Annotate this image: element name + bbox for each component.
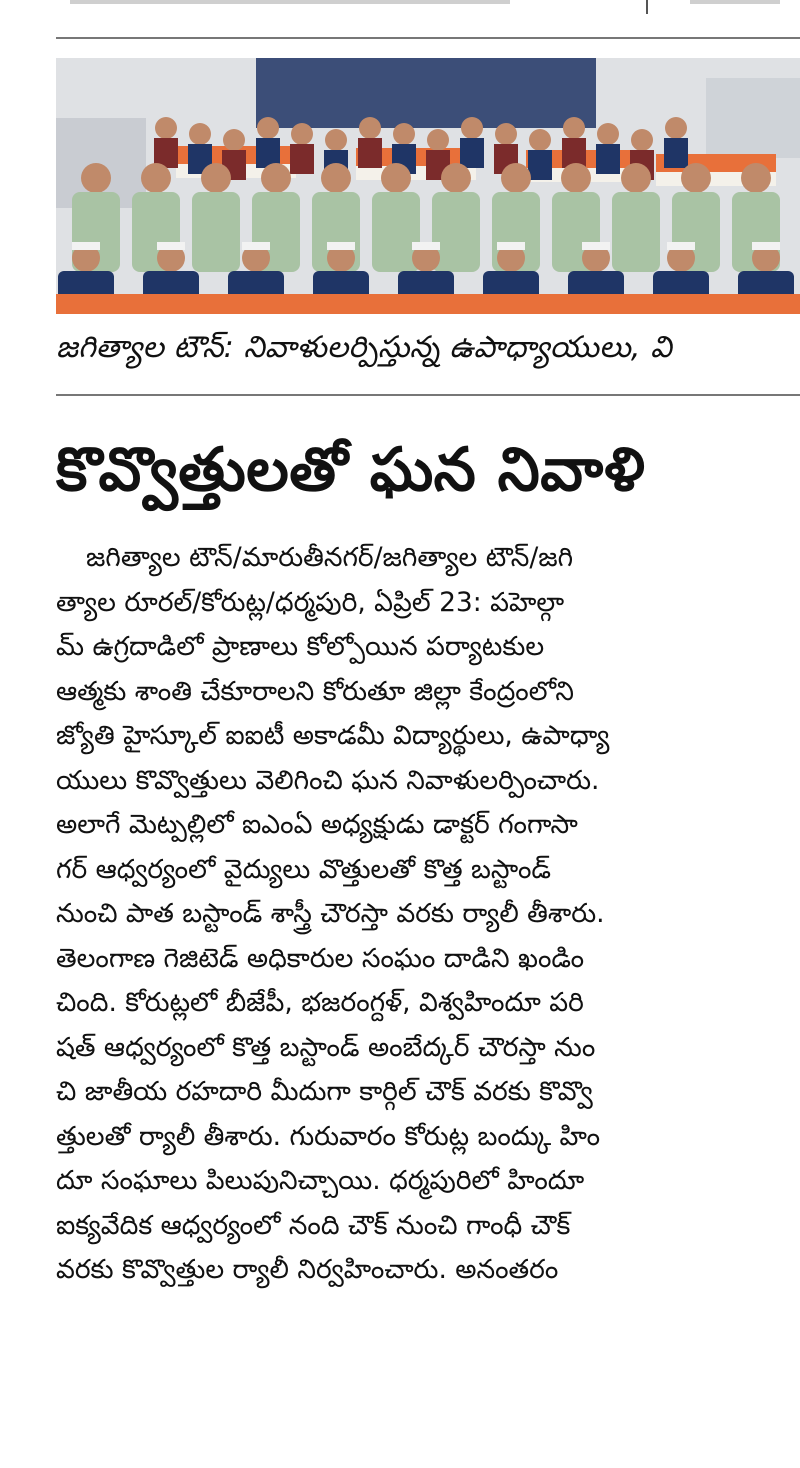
body-line: చి జాతీయ రహదారి మీదుగా కార్గిల్ చౌక్ వరకు కొవ్వొ [56,1076,593,1107]
back-row-person-head [257,117,279,139]
stage-banner [256,58,596,128]
body-line: మ్ ఉగ్రదాడిలో ప్రాణాలు కోల్పోయిన పర్యాటకుల [56,631,545,662]
previous-column-fragment [0,0,800,14]
column-divider [646,0,648,14]
student-cap [157,242,185,250]
back-row-person-body [358,138,382,168]
body-line: యులు కొవ్వొత్తులు వెలిగించి ఘన నివాళులర్పించారు. [56,764,600,796]
cropped-text-fragment-right [690,0,780,4]
teacher-head [321,163,351,193]
back-row-person-body [664,138,688,168]
top-divider [56,37,800,39]
body-line: చింది. కోరుట్లలో బీజేపీ, భజరంగ్దళ్, విశ్వహిందూ పరి [56,987,584,1018]
body-line: జగిత్యాల టౌన్/మారుతీనగర్/జగిత్యాల టౌన్/జగి [86,542,574,573]
body-line: అలాగే మెట్పల్లిలో ఐఎంఏ అధ్యక్షుడు డాక్టర్ గంగాసా [56,809,578,840]
cropped-text-fragment [70,0,510,4]
body-line: ఆత్మకు శాంతి చేకూరాలని కోరుతూ జిల్లా కేంద్రంలోని [56,675,574,707]
back-row-person-head [495,123,517,145]
news-photo [56,58,800,314]
back-row-person-head [393,123,415,145]
student-cap [667,242,695,250]
body-line: త్తులతో ర్యాలీ తీశారు. గురువారం కోరుట్ల బంద్కు హిం [56,1120,601,1152]
back-row-person-body [290,144,314,174]
back-row-person-head [189,123,211,145]
students-teachers-vigil-photo [56,58,800,314]
back-row-person-head [359,117,381,139]
back-row-person-body [596,144,620,174]
back-row-person-head [631,129,653,151]
article-body [56,536,800,1293]
body-line: తెలంగాణ గెజిటెడ్ అధికారుల సంఘం దాడిని ఖండిం [56,942,585,974]
teacher-saree [612,192,660,272]
student-cap [72,242,100,250]
student-cap [242,242,270,250]
teacher-head [261,163,291,193]
body-line: వరకు కొవ్వొత్తుల ర్యాలీ నిర్వహించారు. అనంతరం [56,1254,559,1285]
back-row-person-head [529,129,551,151]
photo-caption: జగిత్యాల టౌన్: నివాళులర్పిస్తున్న ఉపాధ్యాయులు, వి [56,330,672,365]
teacher-head [561,163,591,193]
body-line: నుంచి పాత బస్టాండ్ శాస్త్రీ చౌరస్తా వరకు ర్యాలీ తీశారు. [56,898,605,929]
back-row-person-head [427,129,449,151]
body-line: గర్ ఆధ్వర్యంలో వైద్యులు వొత్తులతో కొత్త బస్టాండ్ [56,853,552,885]
article-headline: కొవ్వొత్తులతో ఘన నివాళి [56,435,646,505]
back-row-person-head [597,123,619,145]
body-line: షత్ ఆధ్వర్యంలో కొత్త బస్టాండ్ అంబేద్కర్ చౌరస్తా నుం [56,1031,596,1063]
teacher-head [441,163,471,193]
teacher-head [681,163,711,193]
back-row-person-head [223,129,245,151]
student-cap [582,242,610,250]
student-cap [327,242,355,250]
student-cap [752,242,780,250]
body-line: ఐక్యవేదిక ఆధ్వర్యంలో నంది చౌక్ నుంచి గాంధీ చౌక్ [56,1209,571,1241]
back-row-person-body [528,150,552,180]
teacher-head [621,163,651,193]
student-cap [497,242,525,250]
back-row-person-head [155,117,177,139]
teacher-head [141,163,171,193]
teacher-head [501,163,531,193]
back-row-person-head [291,123,313,145]
student-cap [412,242,440,250]
teacher-head [201,163,231,193]
bottom-flag-banner [56,294,800,314]
back-row-person-head [461,117,483,139]
teacher-saree [192,192,240,272]
caption-divider [56,394,800,396]
back-row-person-head [665,117,687,139]
body-line: త్యాల రూరల్/కోరుట్ల/ధర్మపురి, ఏప్రిల్ 23: పహెల్గా [56,586,565,618]
back-row-person-head [325,129,347,151]
back-row-person-body [460,138,484,168]
teacher-head [381,163,411,193]
body-line: దూ సంఘాలు పిలుపునిచ్చాయి. ధర్మపురిలో హిందూ [56,1165,585,1196]
wall-right [706,78,800,158]
teacher-head [741,163,771,193]
teacher-head [81,163,111,193]
body-line: జ్యోతి హైస్కూల్ ఐఐటీ అకాడమీ విద్యార్థులు, ఉపాధ్యా [56,720,610,751]
back-row-person-head [563,117,585,139]
